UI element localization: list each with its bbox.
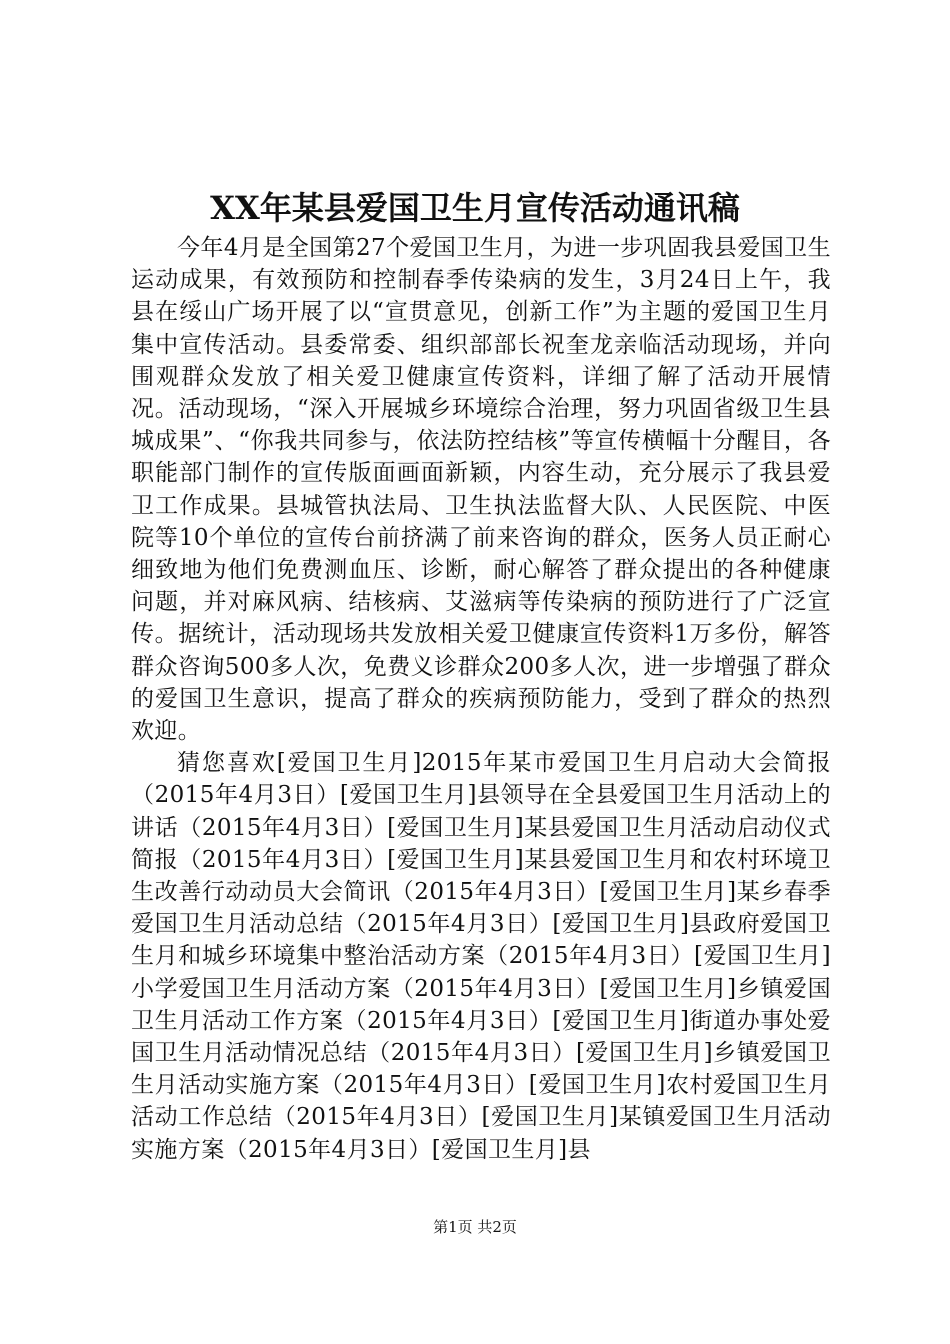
page-number-footer: 第1页 共2页	[433, 1218, 517, 1236]
related-articles-paragraph: 猜您喜欢[爱国卫生月]2015年某市爱国卫生月启动大会简报（2015年4月3日）[爱国卫生月]县领导在全县爱国卫生月活动上的讲话（2015年4月3日）[爱国卫生月]某县爱国卫生月活动启动仪式简报（2015年4月3日）[爱国卫生月]某县爱国卫生月和农村环境卫生改善行动动员大会简讯（2015年4月3日）[爱国卫生月]某乡春季爱国卫生月活动总结（2015年4月3日）[爱国卫生月]县政府爱国卫生月和城乡环境集中整治活动方案（2015年4月3日）[爱国卫生月]小学爱国卫生月活动方案（2015年4月3日）[爱国卫生月]乡镇爱国卫生月活动工作方案（2015年4月3日）[爱国卫生月]街道办事处爱国卫生月活动情况总结（2015年4月3日）[爱国卫生月]乡镇爱国卫生月活动实施方案（2015年4月3日）[爱国卫生月]农村爱国卫生月活动工作总结（2015年4月3日）[爱国卫生月]某镇爱国卫生月活动实施方案（2015年4月3日）[爱国卫生月]县	[131, 750, 831, 1163]
document-body	[131, 232, 831, 1166]
document-title: XX年某县爱国卫生月宣传活动通讯稿	[210, 189, 740, 227]
body-paragraph: 今年4月是全国第27个爱国卫生月，为进一步巩固我县爱国卫生运动成果，有效预防和控制春季传染病的发生，3月24日上午，我县在绥山广场开展了以“宣贯意见，创新工作”为主题的爱国卫生月集中宣传活动。县委常委、组织部部长祝奎龙亲临活动现场，并向围观群众发放了相关爱卫健康宣传资料，详细了解了活动开展情况。活动现场，“深入开展城乡环境综合治理，努力巩固省级卫生县城成果”、“你我共同参与，依法防控结核”等宣传横幅十分醒目，各职能部门制作的宣传版面画面新颖，内容生动，充分展示了我县爱卫工作成果。县城管执法局、卫生执法监督大队、人民医院、中医院等10个单位的宣传台前挤满了前来咨询的群众，医务人员正耐心细致地为他们免费测血压、诊断，耐心解答了群众提出的各种健康问题，并对麻风病、结核病、艾滋病等传染病的预防进行了广泛宣传。据统计，活动现场共发放相关爱卫健康宣传资料1万多份，解答群众咨询500多人次，免费义诊群众200多人次，进一步增强了群众的爱国卫生意识，提高了群众的疾病预防能力，受到了群众的热烈欢迎。	[131, 235, 831, 745]
